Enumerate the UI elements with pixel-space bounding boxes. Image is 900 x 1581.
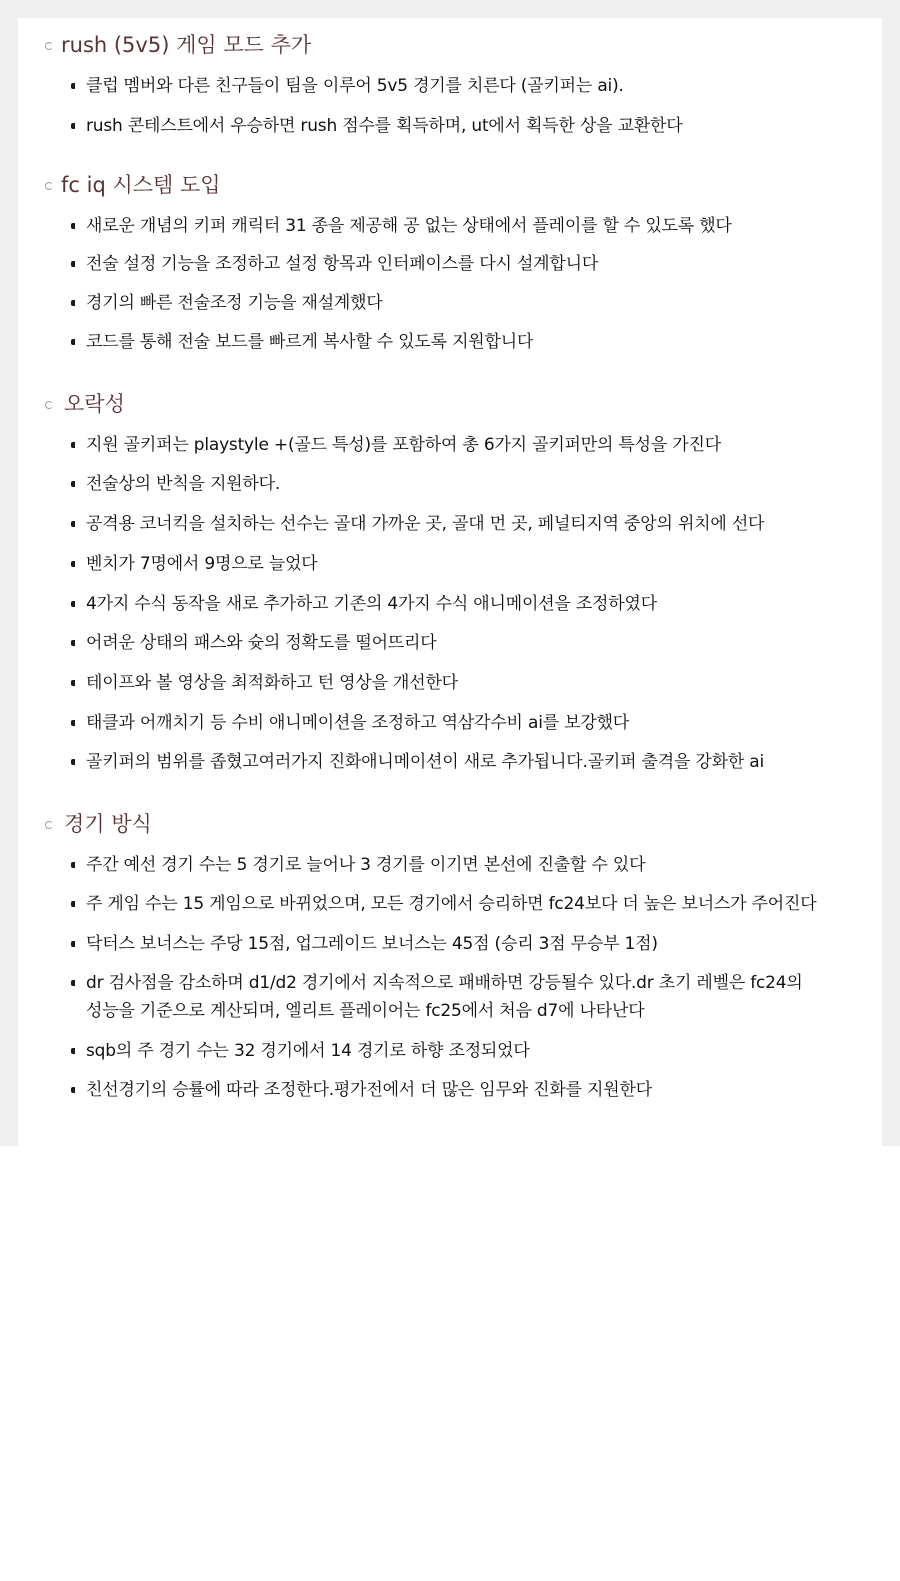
section-title: rush (5v5) 게임 모드 추가	[61, 33, 312, 57]
list-item-text: 주간 예선 경기 수는 5 경기로 늘어나 3 경기를 이기면 본선에 진출할 수 있다	[86, 855, 646, 875]
list-item-text: 코드를 통해 전술 보드를 빠르게 복사할 수 있도록 지원합니다	[86, 332, 534, 352]
section-rush-mode	[18, 30, 882, 136]
section-title: 경기 방식	[64, 812, 152, 836]
list-item-text: 클럽 멤버와 다른 친구들이 팀을 이루어 5v5 경기를 치른다 (골키퍼는 ai).	[86, 76, 624, 96]
bullet-icon	[71, 300, 75, 306]
bullet-icon	[71, 601, 75, 607]
section-title: 오락성	[64, 392, 125, 416]
content-card	[18, 18, 882, 1146]
bullet-icon	[71, 941, 75, 947]
list-item-text: 테이프와 볼 영상을 최적화하고 턴 영상을 개선한다	[86, 673, 458, 693]
list-item-text: 지원 골키퍼는 playstyle +(골드 특성)를 포함하여 총 6가지 골키퍼만의 특성을 가진다	[86, 435, 721, 455]
bullet-icon	[71, 261, 75, 267]
list-item-text: 전술 설정 기능을 조정하고 설정 항목과 인터페이스를 다시 설계합니다	[86, 254, 599, 274]
bullet-icon	[71, 521, 75, 527]
list-item-text: dr 검사점을 감소하며 d1/d2 경기에서 지속적으로 패배하면 강등될수 있다.dr 초기 레벨은 fc24의 성능을 기준으로 계산되며, 엘리트 플레이어는 fc25에서 처음 d7에 나타난다	[86, 973, 803, 1021]
bullet-icon	[71, 1048, 75, 1054]
bullet-icon	[71, 759, 75, 765]
section-match-format	[18, 809, 882, 1100]
bullet-icon	[71, 980, 75, 986]
bullet-icon	[71, 1087, 75, 1093]
circle-bullet-icon	[45, 182, 53, 190]
bullet-icon	[71, 339, 75, 345]
list-item-text: 벤치가 7명에서 9명으로 늘었다	[86, 554, 318, 574]
list-item-text: 주 게임 수는 15 게임으로 바뀌었으며, 모든 경기에서 승리하면 fc24보다 더 높은 보너스가 주어진다	[86, 894, 817, 914]
section-fc-iq	[18, 170, 882, 352]
bullet-icon	[71, 123, 75, 129]
list-item-text: 닥터스 보너스는 주당 15점, 업그레이드 보너스는 45점 (승리 3점 무승부 1점)	[86, 934, 658, 954]
list-item-text: 공격용 코너킥을 설치하는 선수는 골대 가까운 곳, 골대 먼 곳, 페널티지역 중앙의 위치에 선다	[86, 514, 765, 534]
section-title: fc iq 시스템 도입	[61, 173, 221, 197]
section-heading	[18, 30, 882, 64]
bullet-icon	[71, 680, 75, 686]
bullet-icon	[71, 901, 75, 907]
bullet-icon	[71, 442, 75, 448]
list-item-text: sqb의 주 경기 수는 32 경기에서 14 경기로 하향 조정되었다	[86, 1041, 530, 1061]
list-item-text: 태클과 어깨치기 등 수비 애니메이션을 조정하고 역삼각수비 ai를 보강했다	[86, 713, 630, 733]
list-item-text: rush 콘테스트에서 우승하면 rush 점수를 획득하며, ut에서 획득한 상을 교환한다	[86, 116, 683, 136]
circle-bullet-icon	[45, 821, 53, 829]
section-entertainment	[18, 389, 882, 772]
section-heading	[18, 170, 882, 204]
list-item-text: 4가지 수식 동작을 새로 추가하고 기존의 4가지 수식 애니메이션을 조정하였다	[86, 594, 657, 614]
list-item-text: 친선경기의 승률에 따라 조정한다.평가전에서 더 많은 임무와 진화를 지원한다	[86, 1080, 652, 1100]
bullet-icon	[71, 481, 75, 487]
list-item-text: 전술상의 반칙을 지원하다.	[86, 474, 281, 494]
bullet-icon	[71, 223, 75, 229]
section-heading	[18, 809, 882, 843]
bullet-icon	[71, 862, 75, 868]
section-heading	[18, 389, 882, 423]
list-item-text: 경기의 빠른 전술조정 기능을 재설계했다	[86, 293, 383, 313]
bullet-icon	[71, 720, 75, 726]
circle-bullet-icon	[45, 42, 53, 50]
circle-bullet-icon	[45, 401, 53, 409]
list-item-text: 새로운 개념의 키퍼 캐릭터 31 종을 제공해 공 없는 상태에서 플레이를 할 수 있도록 했다	[86, 216, 732, 236]
bullet-icon	[71, 561, 75, 567]
bullet-icon	[71, 640, 75, 646]
list-item-text: 어려운 상태의 패스와 슛의 정확도를 떨어뜨리다	[86, 633, 437, 653]
bullet-icon	[71, 83, 75, 89]
list-item-text: 골키퍼의 범위를 좁혔고여러가지 진화애니메이션이 새로 추가됩니다.골키퍼 출격을 강화한 ai	[86, 752, 765, 772]
